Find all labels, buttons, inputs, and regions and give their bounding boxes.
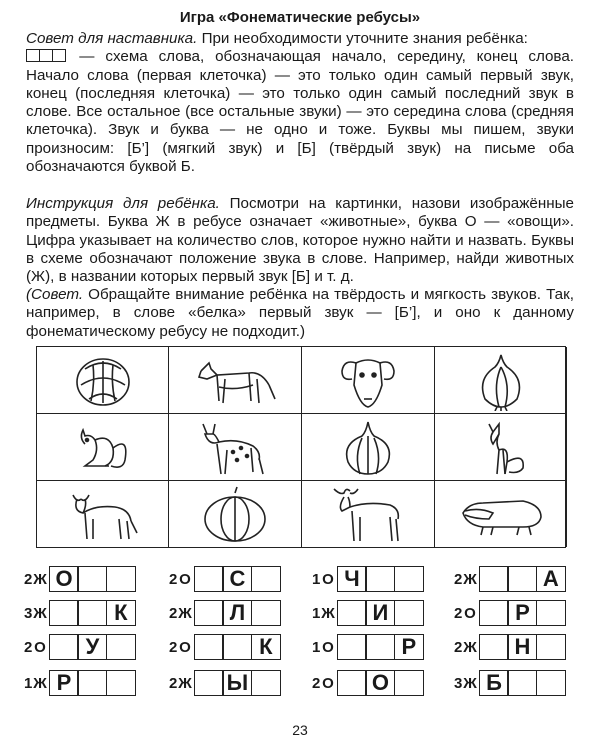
word-scheme-icon <box>26 49 64 62</box>
rebus-14 <box>169 670 279 696</box>
lynx-icon <box>187 416 283 478</box>
page-title: Игра «Фонематические ребусы» <box>179 9 421 26</box>
rebus-cell-middle <box>507 670 537 696</box>
rebus-scheme <box>194 600 279 626</box>
rebus-cell-start <box>49 600 79 626</box>
rebus-12 <box>454 634 564 660</box>
rebus-category: О <box>322 638 334 656</box>
rebus-5 <box>24 600 134 626</box>
onion-icon <box>453 349 549 411</box>
rebus-cell-middle <box>77 670 107 696</box>
rebus-category: Ж <box>463 674 477 692</box>
rebus-cell-end <box>394 670 424 696</box>
squirrel-cell <box>37 414 169 481</box>
wolf-cell <box>169 347 302 414</box>
note-text: Обращайте внимание ребёнка на твёрдость и мягкость звуков. Так, например, в слове «белка» первый звук — [Б’], и оно к данному фонематическому ребусу не подходит.) <box>26 286 574 340</box>
rebus-category: Ж <box>463 570 477 588</box>
rebus-15 <box>312 670 422 696</box>
rebus-category: Ж <box>33 570 47 588</box>
lynx-cell <box>169 414 302 481</box>
rebus-2 <box>169 566 279 592</box>
rebus-count: 2 <box>169 638 178 656</box>
advice-paragraph <box>26 30 574 176</box>
rebus-category: О <box>464 604 476 622</box>
bull-icon <box>55 483 151 545</box>
rebus-category: Ж <box>33 674 47 692</box>
ram-icon <box>320 349 416 411</box>
page-number: 23 <box>292 722 308 738</box>
rebus-category: Ж <box>321 604 335 622</box>
instruction-paragraph <box>26 195 574 286</box>
rebus-cell-end <box>106 566 136 592</box>
rebus-cell-middle <box>222 634 252 660</box>
rebus-3 <box>312 566 422 592</box>
rebus-11 <box>312 634 422 660</box>
rebus-count: 1 <box>312 570 321 588</box>
rebus-count: 2 <box>454 570 463 588</box>
rebus-cell-start <box>479 634 509 660</box>
rebus-cell-end <box>251 600 281 626</box>
rebus-cell-end: Р <box>394 634 424 660</box>
rebus-count: 2 <box>24 570 33 588</box>
wolf-icon <box>187 349 283 411</box>
rebus-cell-start <box>337 670 367 696</box>
rebus-category: Ж <box>463 638 477 656</box>
rebus-count: 3 <box>24 604 33 622</box>
rebus-cell-end <box>394 600 424 626</box>
rebus-cell-start <box>194 634 224 660</box>
bull-cell <box>37 481 169 547</box>
rebus-cell-start <box>479 600 509 626</box>
rebus-count: 2 <box>454 638 463 656</box>
moose-cell <box>302 481 435 547</box>
rebus-cell-start <box>194 600 224 626</box>
rebus-cell-middle <box>77 566 107 592</box>
fox-icon <box>453 416 549 478</box>
rebus-scheme <box>337 670 422 696</box>
rebus-count: 2 <box>24 638 33 656</box>
rebus-16 <box>454 670 564 696</box>
rebus-cell-end <box>394 566 424 592</box>
badger-icon <box>453 483 549 545</box>
badger-cell <box>435 481 567 547</box>
instruction-label: Инструкция для ребёнка. <box>26 195 220 212</box>
rebus-scheme <box>194 670 279 696</box>
rebus-cell-start <box>194 566 224 592</box>
moose-icon <box>320 483 416 545</box>
rebus-cell-start <box>337 634 367 660</box>
fox-cell <box>435 414 567 481</box>
rebus-category: О <box>322 570 334 588</box>
rebus-cell-end <box>106 670 136 696</box>
squirrel-icon <box>55 416 151 478</box>
rebus-cell-end <box>106 634 136 660</box>
rebus-scheme <box>194 566 279 592</box>
rebus-cell-middle: У <box>77 634 107 660</box>
rebus-count: 1 <box>312 638 321 656</box>
rebus-cell-middle: И <box>365 600 395 626</box>
rebus-count: 1 <box>24 674 33 692</box>
cabbage-cell <box>37 347 169 414</box>
pumpkin-icon <box>187 483 283 545</box>
rebus-13 <box>24 670 134 696</box>
rebus-cell-start <box>194 670 224 696</box>
note-label: (Совет. <box>26 286 84 303</box>
rebus-cell-end: К <box>251 634 281 660</box>
rebus-category: О <box>179 638 191 656</box>
onion-cell <box>435 347 567 414</box>
rebus-cell-middle <box>77 600 107 626</box>
cabbage-icon <box>55 349 151 411</box>
rebus-cell-end <box>536 634 566 660</box>
garlic-icon <box>320 416 416 478</box>
rebus-scheme <box>337 600 422 626</box>
rebus-10 <box>169 634 279 660</box>
rebus-cell-end <box>251 566 281 592</box>
advice-label: Совет для наставника. <box>26 30 198 47</box>
rebus-6 <box>169 600 279 626</box>
rebus-7 <box>312 600 422 626</box>
rebus-count: 2 <box>169 570 178 588</box>
rebus-scheme <box>479 600 564 626</box>
rebus-1 <box>24 566 134 592</box>
rebus-cell-end <box>536 600 566 626</box>
rebus-cell-middle: О <box>365 670 395 696</box>
rebus-category: Ж <box>178 674 192 692</box>
picture-grid <box>36 346 566 548</box>
rebus-cell-start <box>479 566 509 592</box>
rebus-8 <box>454 600 564 626</box>
pumpkin-cell <box>169 481 302 547</box>
rebus-cell-start: Р <box>49 670 79 696</box>
rebus-scheme <box>49 566 134 592</box>
rebus-cell-middle <box>365 634 395 660</box>
rebus-cell-start: О <box>49 566 79 592</box>
rebus-cell-middle: Н <box>507 634 537 660</box>
rebus-4 <box>454 566 564 592</box>
advice-scheme-text: — схема слова, обозначающая начало, середину, конец слова. Начало слова (первая клеточка) — это только один самый первый звук, конец (последняя клеточка) — это только один самый последний звук в слове. Все остальное (все остальные звуки) — это середина слова (средняя клеточка). Звук и буква — не одно и тоже. Буквы мы пишем, звуки произносим: [Б’] (мягкий звук) и [Б] (твёрдый звук) на письме оба обозначаются буквой Б. <box>26 48 574 176</box>
rebus-cell-end: К <box>106 600 136 626</box>
rebus-scheme <box>337 634 422 660</box>
rebus-scheme <box>479 634 564 660</box>
rebus-count: 2 <box>169 674 178 692</box>
ram-cell <box>302 347 435 414</box>
rebus-cell-middle: С <box>222 566 252 592</box>
rebus-scheme <box>49 634 134 660</box>
rebus-category: Ж <box>178 604 192 622</box>
rebus-cell-start: Ч <box>337 566 367 592</box>
note-paragraph <box>26 286 574 341</box>
advice-line1: При необходимости уточните знания ребёнка: <box>197 30 528 47</box>
rebus-category: О <box>34 638 46 656</box>
rebus-category: О <box>322 674 334 692</box>
rebus-cell-start: Б <box>479 670 509 696</box>
rebus-cell-end <box>536 670 566 696</box>
instruction-text: Посмотри на картинки, назови изображённые предметы. Буква Ж в ребусе означает «животные», буква О — «овощи». Цифра указывает на количество слов, которое нужно найти и назвать. Буквы в схеме обозначают положение звука в слове. Например, найди животных (Ж), в названии которых первый звук [Б] и т. д. <box>26 195 574 286</box>
rebus-count: 2 <box>454 604 463 622</box>
rebus-cell-middle: Л <box>222 600 252 626</box>
rebus-scheme <box>194 634 279 660</box>
rebus-cell-start <box>337 600 367 626</box>
rebus-scheme <box>49 670 134 696</box>
rebus-cell-middle: Р <box>507 600 537 626</box>
rebus-cell-middle <box>507 566 537 592</box>
rebus-scheme <box>479 566 564 592</box>
rebus-count: 3 <box>454 674 463 692</box>
rebus-category: О <box>179 570 191 588</box>
rebus-count: 1 <box>312 604 321 622</box>
rebus-9 <box>24 634 134 660</box>
rebus-count: 2 <box>169 604 178 622</box>
rebus-cell-end <box>251 670 281 696</box>
rebus-cell-middle <box>365 566 395 592</box>
rebus-scheme <box>479 670 564 696</box>
rebus-cell-end: А <box>536 566 566 592</box>
rebus-scheme <box>337 566 422 592</box>
rebus-category: Ж <box>33 604 47 622</box>
garlic-cell <box>302 414 435 481</box>
rebus-scheme <box>49 600 134 626</box>
rebus-cell-start <box>49 634 79 660</box>
rebus-count: 2 <box>312 674 321 692</box>
rebus-cell-middle: Ы <box>222 670 252 696</box>
